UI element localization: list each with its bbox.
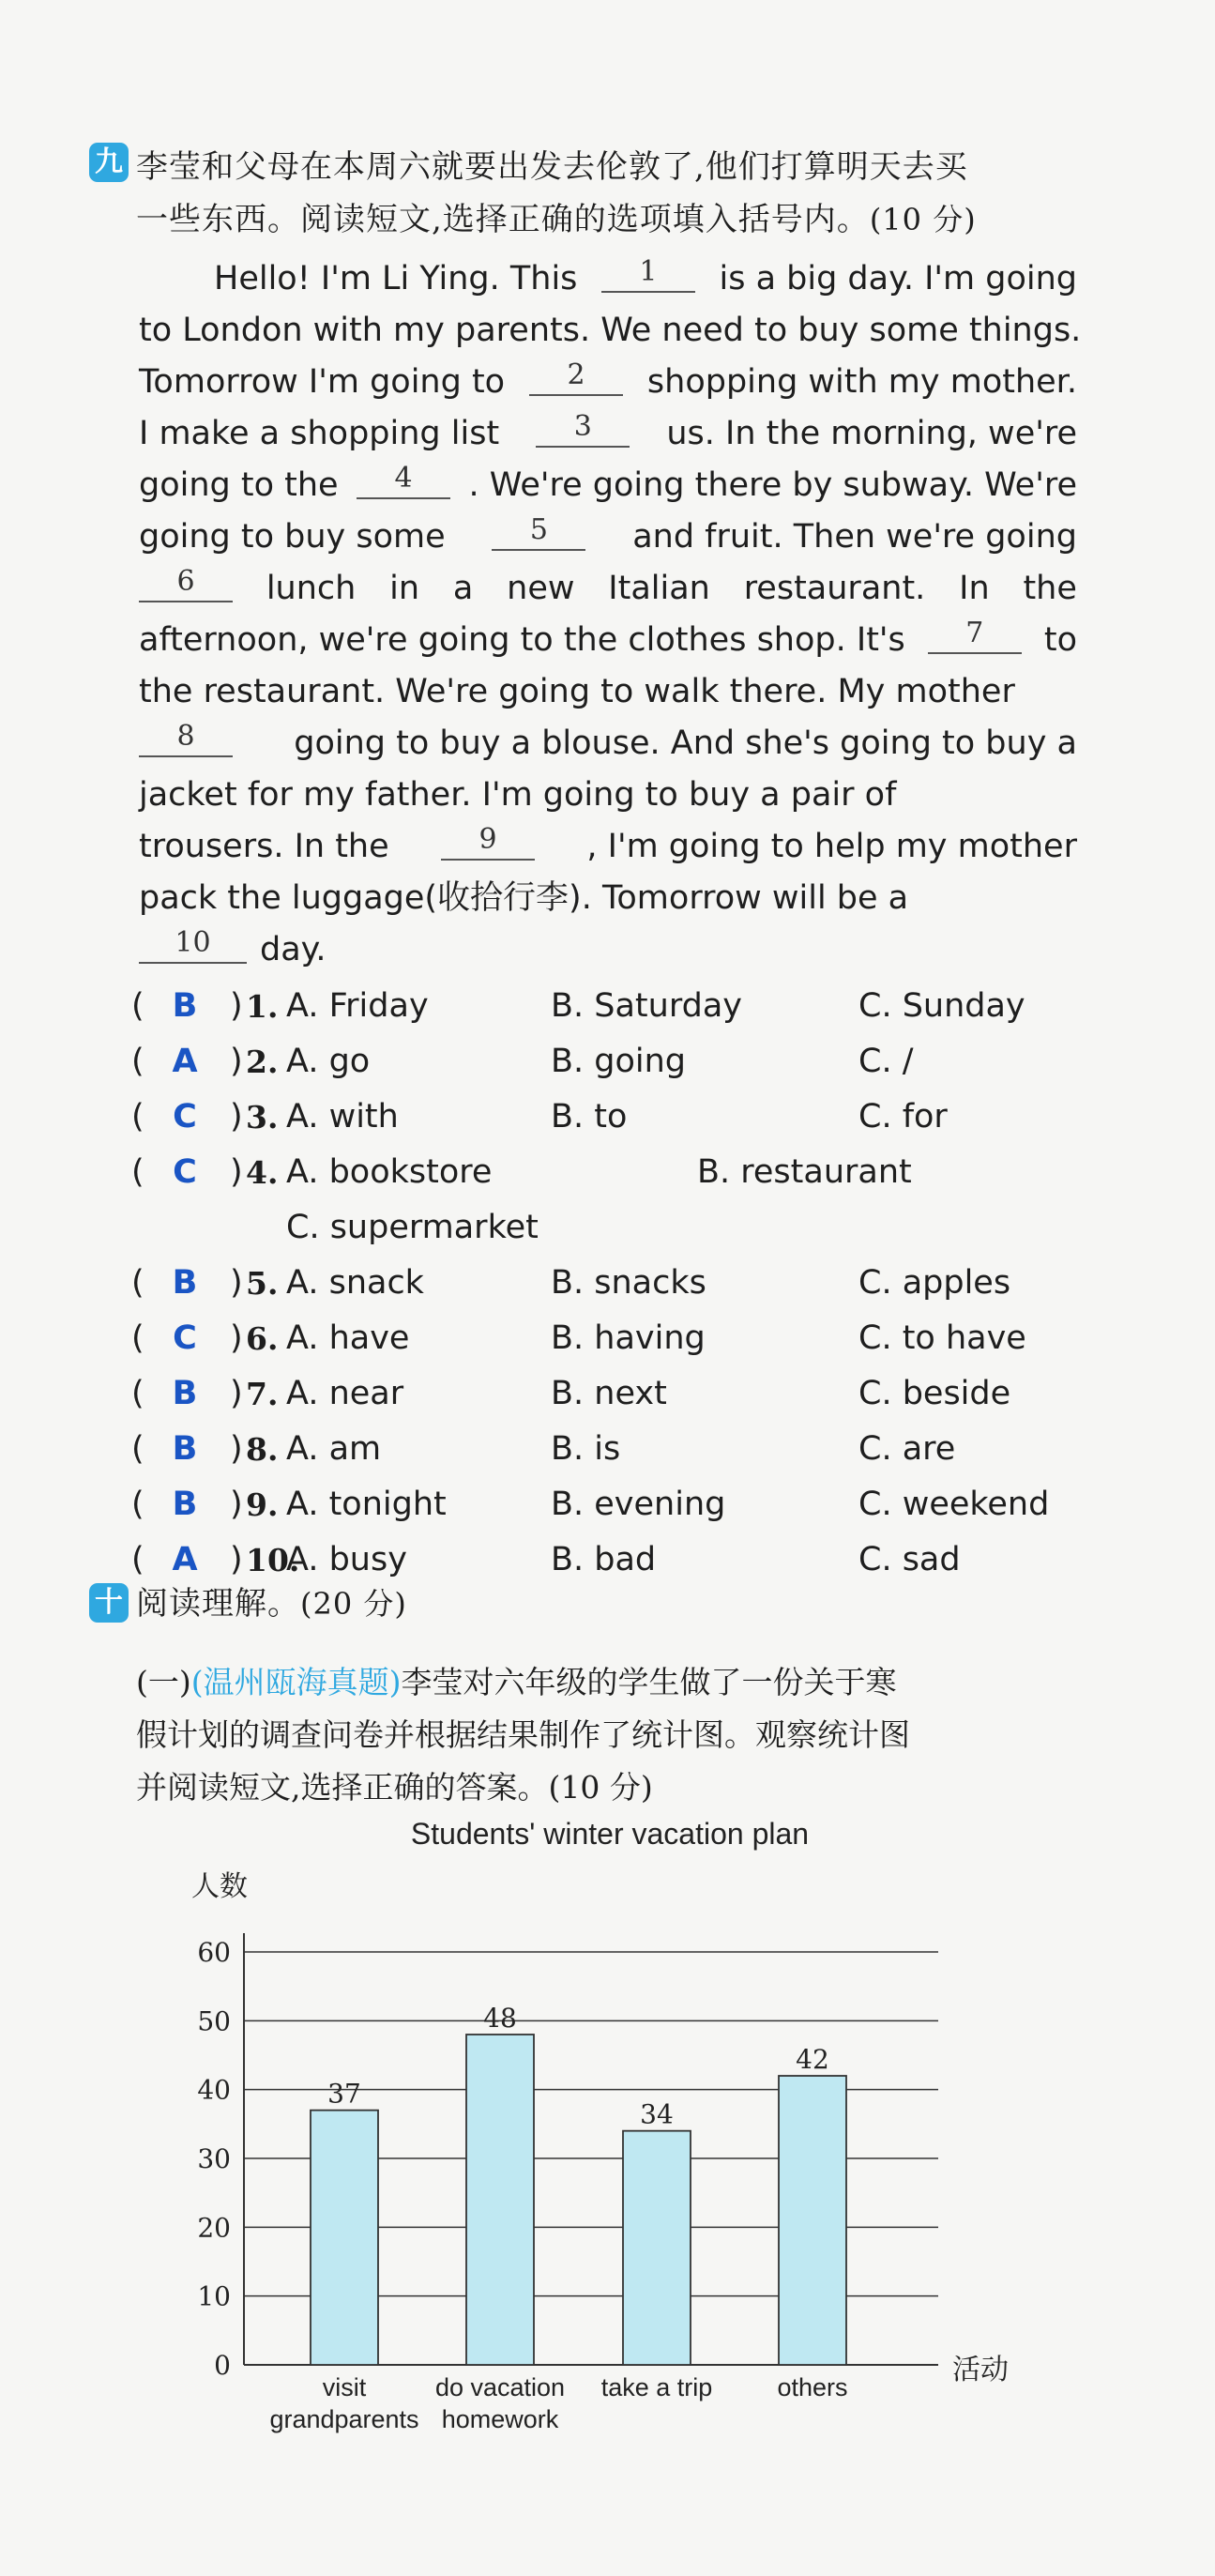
passage-line: going to the 4 . We're going there by subway. We're [139,462,1077,504]
y-tick-label: 60 [197,1937,231,1968]
reading-passage [139,253,1082,976]
option-c[interactable]: C. apples [858,1264,1011,1302]
question-row: ( C ) 4. A. bookstore B. restaurant [131,1145,1088,1200]
option-a[interactable]: A. go [286,1043,371,1080]
bar [466,2035,534,2365]
blank-4: 4 [357,460,450,499]
bar-value-label: 37 [327,2078,361,2110]
option-b[interactable]: B. is [551,1430,621,1468]
blank-2: 2 [529,357,623,396]
option-b[interactable]: B. snacks [551,1264,706,1302]
passage-line: trousers. In the 9 , I'm going to help my mother [139,823,1077,865]
option-a[interactable]: A. snack [286,1264,424,1302]
question-row: ( A ) 2. A. go B. going C. / [131,1034,1088,1090]
option-b[interactable]: B. restaurant [697,1153,912,1191]
section-10-title: 阅读理解。 [136,1585,300,1623]
option-b[interactable]: B. evening [551,1486,726,1523]
blank-6: 6 [139,563,233,602]
x-category-label: do vacation [434,2373,566,2401]
blank-7: 7 [928,615,1022,654]
answer-mark[interactable]: A [172,1541,198,1578]
option-c[interactable]: C. sad [858,1541,961,1578]
option-b[interactable]: B. next [551,1375,667,1412]
y-tick-label: 10 [197,2280,231,2312]
option-c[interactable]: C. beside [858,1375,1011,1412]
question-row: ( A ) 10. A. busy B. bad C. sad [131,1532,1088,1588]
bar-value-label: 34 [640,2098,674,2130]
section-10-badge: 十 [89,1583,129,1623]
question-row: ( B ) 5. A. snack B. snacks C. apples [131,1256,1088,1311]
answer-mark[interactable]: B [172,987,198,1025]
option-a[interactable]: A. tonight [286,1486,447,1523]
y-tick-label: 40 [197,2074,231,2106]
answer-mark[interactable]: C [173,1098,197,1136]
part-1-instructions: (一)(温州瓯海真题)李莹对六年级的学生做了一份关于寒 假计划的调查问卷并根据结果制作了统计图。观察统计图 并阅读短文,选择正确的答案。(10 分) [136,1664,910,1806]
blank-8: 8 [139,718,233,757]
option-a[interactable]: A. am [286,1430,382,1468]
passage-line: jacket for my father. I'm going to buy a pair of [139,776,897,814]
passage-line: 6 lunch in a new Italian restaurant. In the [139,563,1077,615]
x-category-label: others [777,2373,848,2401]
answer-mark[interactable]: B [172,1264,198,1302]
blank-3: 3 [536,408,630,448]
option-b[interactable]: B. Saturday [551,987,742,1025]
chart-title: Students' winter vacation plan [410,1817,810,1851]
question-row: ( B ) 1. A. Friday B. Saturday C. Sunday [131,979,1088,1034]
question-row: ( B ) 8. A. am B. is C. are [131,1422,1088,1477]
blank-5: 5 [492,511,585,551]
option-b[interactable]: B. going [551,1043,687,1080]
bars [311,2035,846,2365]
bar-value-label: 48 [483,2003,517,2034]
x-category-label: grandparents [269,2405,419,2433]
x-category-label: visit [322,2373,367,2401]
option-c[interactable]: C. supermarket [286,1209,539,1246]
blank-1: 1 [601,253,695,293]
option-b[interactable]: B. having [551,1319,706,1357]
option-b[interactable]: B. to [551,1098,628,1136]
x-axis-label: 活动 [952,2354,1009,2386]
question-row: ( B ) 7. A. near B. next C. beside [131,1366,1088,1422]
section-9-badge: 九 [89,143,129,182]
passage-line: pack the luggage(收拾行李). Tomorrow will be a [139,879,909,917]
question-row: ( B ) 9. A. tonight B. evening C. weekend [131,1477,1088,1532]
section-9-points: (10 分) [869,202,977,237]
answer-mark[interactable]: B [172,1486,198,1523]
answer-mark[interactable]: C [173,1153,197,1191]
option-c[interactable]: C. weekend [858,1486,1050,1523]
answer-mark[interactable]: C [173,1319,197,1357]
option-a[interactable]: A. near [286,1375,404,1412]
answer-mark[interactable]: A [172,1043,198,1080]
answer-mark[interactable]: B [172,1430,198,1468]
question-row: ( C ) 3. A. with B. to C. for [131,1090,1088,1145]
question-row-continued [131,1200,1088,1256]
answer-mark[interactable]: B [172,1375,198,1412]
answer-options [131,979,1088,1588]
y-tick-label: 20 [197,2212,231,2244]
option-c[interactable]: C. / [858,1043,914,1080]
passage-line: 8 going to buy a blouse. And she's going to buy a [139,718,1077,770]
passage-line: 10 day. [139,924,1077,976]
option-c[interactable]: C. for [858,1098,948,1136]
bar [623,2131,691,2365]
passage-line: going to buy some 5 and fruit. Then we're going [139,513,1077,556]
option-a[interactable]: A. have [286,1319,410,1357]
x-category-label: homework [441,2405,559,2433]
bar [779,2076,846,2365]
option-c[interactable]: C. are [858,1430,956,1468]
passage-line: Hello! I'm Li Ying. This 1 is a big day. I'm going [214,255,1077,297]
question-row: ( C ) 6. A. have B. having C. to have [131,1311,1088,1366]
passage-line: the restaurant. We're going to walk there. My mother [139,673,1015,710]
y-axis-label: 人数 [191,1870,248,1903]
section-10-heading [89,1581,407,1626]
y-tick-label: 50 [197,2005,231,2037]
option-a[interactable]: A. bookstore [286,1153,493,1191]
bar-chart [141,1806,1041,2445]
option-a[interactable]: A. busy [286,1541,407,1578]
passage-line: to London with my parents. We need to buy some things. [139,312,1082,349]
part-1-source: (温州瓯海真题) [190,1664,402,1700]
section-9-heading [89,141,1131,246]
section-10-points: (20 分) [300,1586,407,1622]
passage-line: I make a shopping list 3 us. In the morning, we're [139,410,1077,452]
option-c[interactable]: C. Sunday [858,987,1025,1025]
option-a[interactable]: A. Friday [286,987,429,1025]
part-1-label: (一) [136,1664,191,1700]
y-tick-label: 0 [214,2350,231,2381]
blank-10: 10 [139,924,247,964]
x-category-label: take a trip [600,2373,713,2401]
section-9-instruction-line1: 李莹和父母在本周六就要出发去伦敦了,他们打算明天去买 [136,148,968,186]
option-b[interactable]: B. bad [551,1541,657,1578]
passage-line: Tomorrow I'm going to 2 shopping with my mother. [139,358,1077,401]
section-9-instruction-line2: 一些东西。阅读短文,选择正确的选项填入括号内。 [136,201,870,238]
passage-line: afternoon, we're going to the clothes shop. It's 7 to [139,617,1077,659]
bar-value-label: 42 [796,2044,829,2075]
y-tick-label: 30 [197,2143,231,2174]
blank-9: 9 [441,821,535,861]
bar [311,2111,378,2365]
option-c[interactable]: C. to have [858,1319,1026,1357]
option-a[interactable]: A. with [286,1098,399,1136]
